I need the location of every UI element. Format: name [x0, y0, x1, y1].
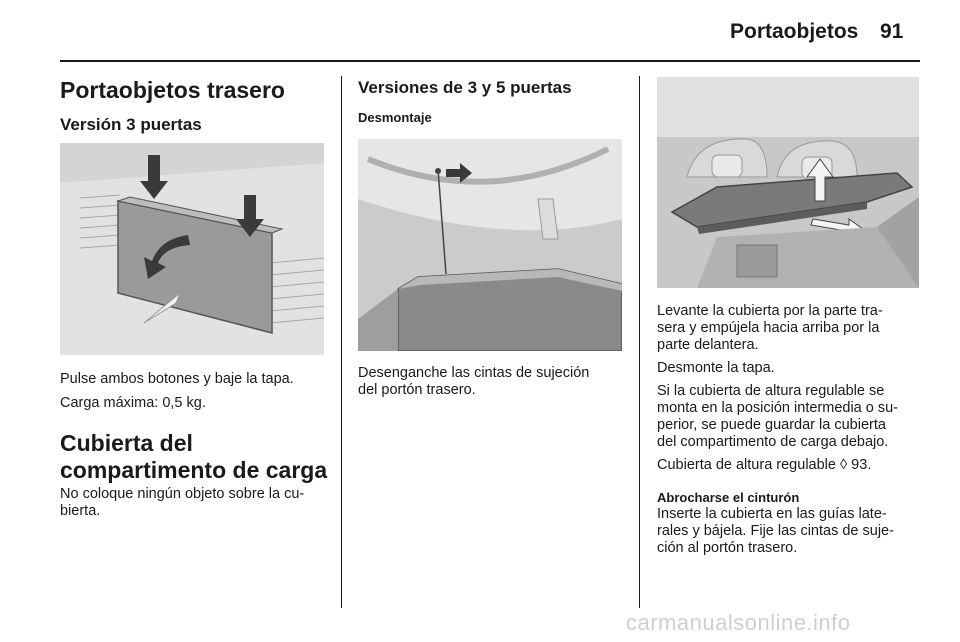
p5-line-3: ción al portón trasero.: [657, 540, 798, 556]
subtitle-3-door: Versión 3 puertas: [60, 115, 202, 134]
figure-caption: Pulse ambos botones y baje la tapa.: [60, 371, 294, 387]
watermark: carmanualsonline.info: [626, 610, 851, 635]
column-divider-1: [341, 76, 342, 608]
illustration-cargo-cover: [657, 77, 919, 288]
section-title: Portaobjetos trasero: [60, 77, 285, 103]
subtitle-3-5-door: Versiones de 3 y 5 puertas: [358, 78, 572, 97]
figure-cargo-cover-lift: [657, 77, 919, 288]
cover-title-line-2: compartimento de carga: [60, 457, 328, 483]
page-header-title: Portaobjetos: [730, 20, 859, 43]
column-2-body: [358, 365, 633, 399]
p3-line-4: del compartimento de carga debajo.: [657, 434, 889, 450]
p1-line-3: parte delantera.: [657, 337, 759, 353]
illustration-tailgate: [358, 139, 622, 351]
figure-caption-line-2: del portón trasero.: [358, 382, 476, 398]
p3-line-2: monta en la posición intermedia o su-: [657, 400, 898, 416]
column-3-body: [657, 303, 932, 557]
figure-tailgate-straps: [358, 139, 622, 351]
figure-caption-line-1: Desenganche las cintas de sujeción: [358, 365, 590, 381]
column-divider-2: [639, 76, 640, 608]
figure-rear-storage-3-door: [60, 143, 324, 355]
p5-line-2: rales y bájela. Fije las cintas de suje-: [657, 523, 894, 539]
page-reference-icon: ◊: [839, 457, 848, 473]
p3-line-1: Si la cubierta de altura regulable se: [657, 383, 885, 399]
p1-line-2: sera y empújela hacia arriba por la: [657, 320, 880, 336]
p1-line-1: Levante la cubierta por la parte tra-: [657, 303, 883, 319]
subheading-removal: Desmontaje: [358, 110, 432, 125]
illustration-rear-storage: [60, 143, 324, 355]
subheading-fasten: Abrocharse el cinturón: [657, 490, 800, 505]
cover-text-line-2: bierta.: [60, 503, 101, 519]
p4-text: Cubierta de altura regulable: [657, 457, 840, 473]
column-1-body: [60, 371, 335, 520]
p3-line-3: perior, se puede guardar la cubierta: [657, 417, 886, 433]
p4: [657, 457, 932, 474]
max-load-text: Carga máxima: 0,5 kg.: [60, 395, 206, 411]
column-2: [358, 78, 633, 126]
column-1: [60, 77, 330, 135]
page-number: 91: [880, 20, 904, 43]
cover-text-line-1: No coloque ningún objeto sobre la cu-: [60, 486, 305, 502]
p2: Desmonte la tapa.: [657, 360, 775, 376]
p5-line-1: Inserte la cubierta en las guías late-: [657, 506, 887, 522]
header-divider: [60, 60, 920, 62]
page-reference-number: 93.: [847, 457, 872, 473]
cover-title-line-1: Cubierta del: [60, 430, 193, 456]
